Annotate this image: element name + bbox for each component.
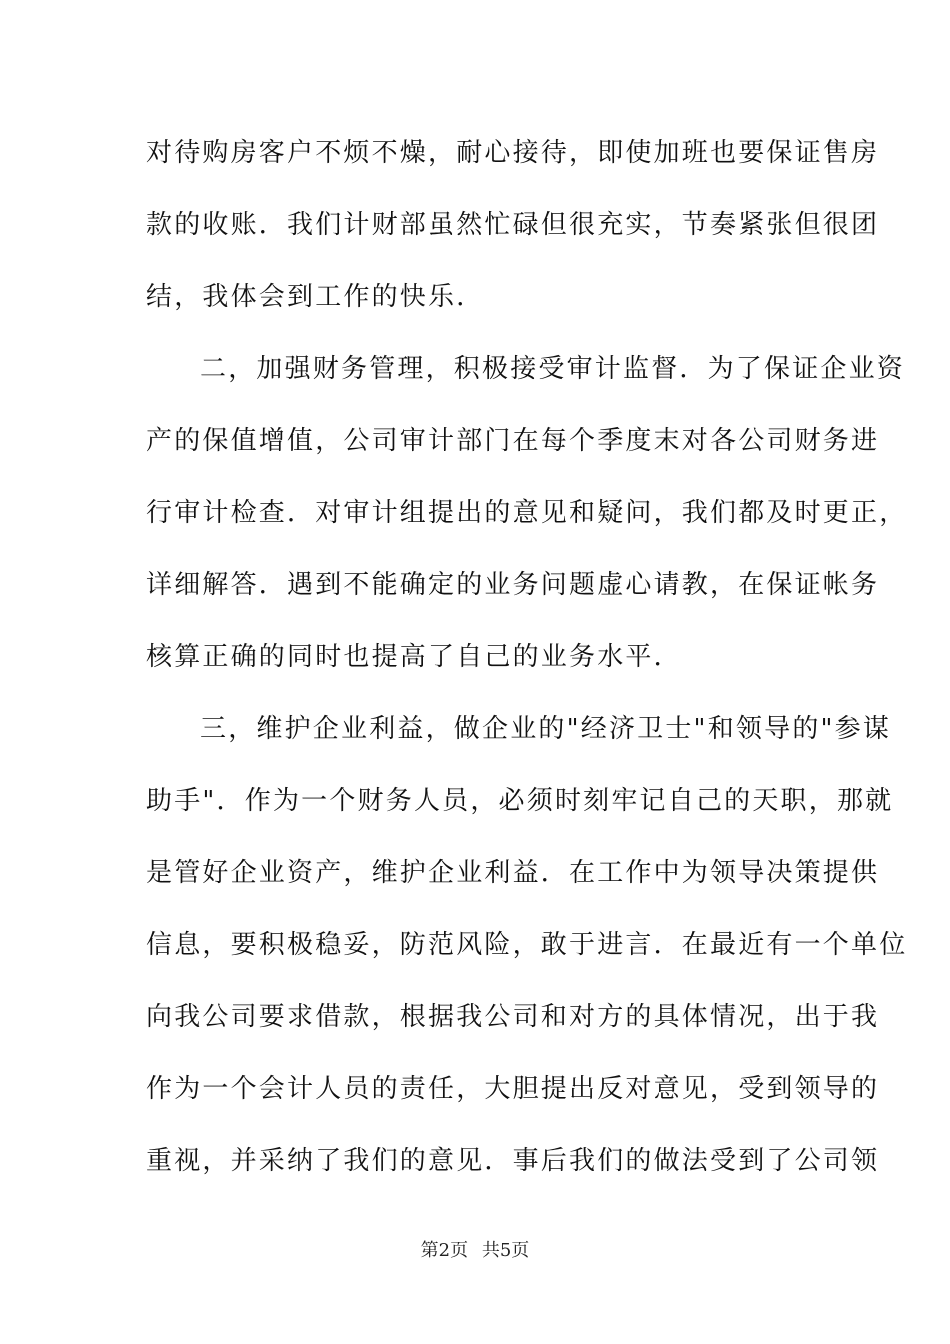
text-line: 是管好企业资产，维护企业利益．在工作中为领导决策提供 (146, 858, 880, 888)
text-line: 重视，并采纳了我们的意见．事后我们的做法受到了公司领 (146, 1146, 880, 1176)
text-line: 款的收账．我们计财部虽然忙碌但很充实，节奏紧张但很团 (146, 210, 880, 240)
text-line: 行审计检查．对审计组提出的意见和疑问，我们都及时更正， (146, 498, 908, 528)
text-line: 对待购房客户不烦不燥，耐心接待，即使加班也要保证售房 (146, 138, 880, 168)
page-total: 共5页 (481, 1240, 530, 1261)
text-line: 详细解答．遇到不能确定的业务问题虚心请教，在保证帐务 (146, 570, 880, 600)
section-heading-line: 二，加强财务管理，积极接受审计监督．为了保证企业资 (200, 354, 906, 384)
text-line: 信息，要积极稳妥，防范风险，敢于进言．在最近有一个单位 (146, 930, 908, 960)
section-heading-line: 三，维护企业利益，做企业的"经济卫士"和领导的"参谋 (200, 714, 892, 744)
body-text (146, 128, 908, 1208)
text-line: 产的保值增值，公司审计部门在每个季度末对各公司财务进 (146, 426, 880, 456)
text-line: 助手"．作为一个财务人员，必须时刻牢记自己的天职，那就 (146, 786, 894, 816)
page-number: 第2页 (420, 1240, 469, 1261)
text-line: 作为一个会计人员的责任，大胆提出反对意见，受到领导的 (146, 1074, 880, 1104)
page-footer (0, 1236, 950, 1262)
text-line: 向我公司要求借款，根据我公司和对方的具体情况，出于我 (146, 1002, 880, 1032)
text-line: 结，我体会到工作的快乐． (146, 282, 485, 312)
text-line: 核算正确的同时也提高了自己的业务水平． (146, 642, 682, 672)
